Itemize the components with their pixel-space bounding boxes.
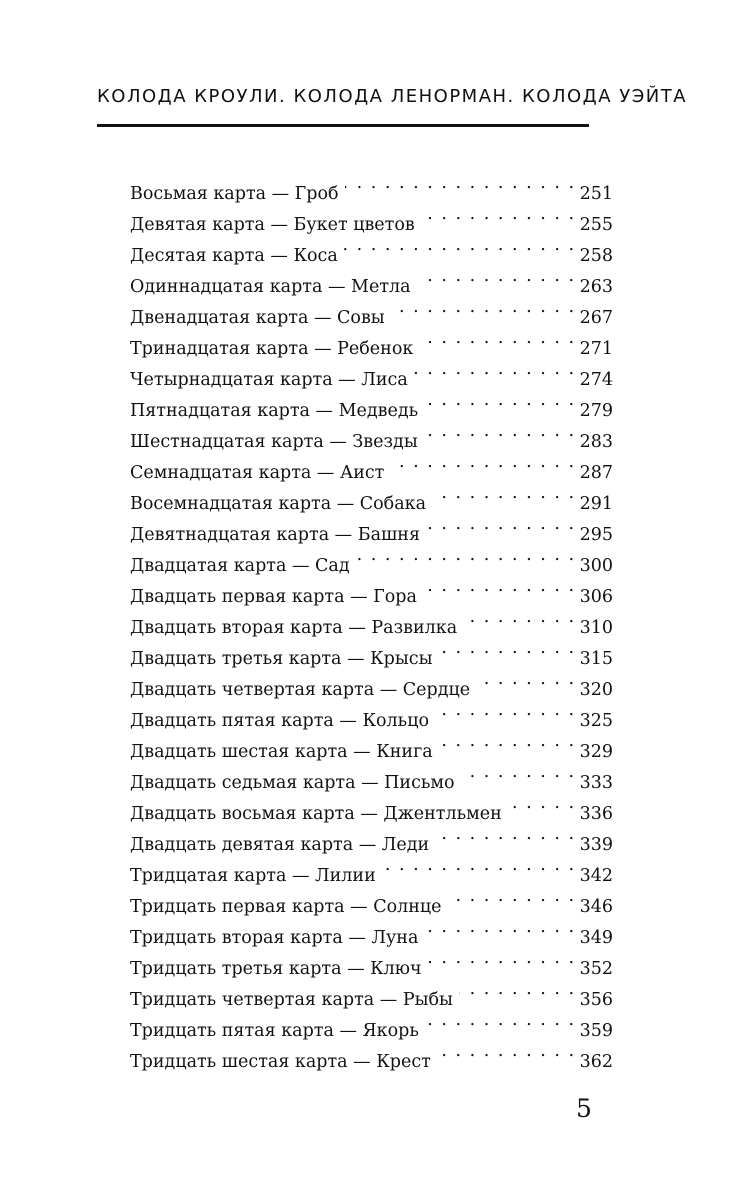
toc-entry-page: 279 — [579, 401, 613, 421]
dot-leader — [425, 1005, 576, 1036]
toc-entry-page: 291 — [579, 494, 613, 514]
toc-entry-page: 359 — [579, 1021, 613, 1041]
dot-leader — [391, 292, 576, 323]
toc-entry-page: 306 — [579, 587, 613, 607]
toc-entry-page: 263 — [579, 277, 613, 297]
toc-entry-title: Тридцать первая карта — Солнце — [130, 897, 442, 917]
toc-entry-title: Десятая карта — Коса — [130, 246, 338, 266]
toc-entry-title: Тридцать вторая карта — Луна — [130, 928, 419, 948]
toc-entry-page: 346 — [579, 897, 613, 917]
toc-entry-title: Двадцать третья карта — Крысы — [130, 649, 433, 669]
toc-entry-page: 300 — [579, 556, 613, 576]
dot-leader — [424, 416, 576, 447]
toc-entry-page: 271 — [579, 339, 613, 359]
toc-entry — [130, 168, 613, 204]
dot-leader — [508, 788, 576, 819]
dot-leader — [426, 509, 576, 540]
dot-leader — [382, 850, 576, 881]
dot-leader — [414, 354, 576, 385]
toc-entry-title: Двадцать первая карта — Гора — [130, 587, 417, 607]
toc-entry-title: Двадцать девятая карта — Леди — [130, 835, 430, 855]
toc-entry-title: Двенадцатая карта — Совы — [130, 308, 385, 328]
toc-entry-page: 336 — [579, 804, 613, 824]
dot-leader — [437, 1036, 576, 1067]
toc-entry-title: Тридцать пятая карта — Якорь — [130, 1021, 419, 1041]
toc-entry-title: Двадцатая карта — Сад — [130, 556, 350, 576]
toc-entry-title: Одиннадцатая карта — Метла — [130, 277, 411, 297]
toc-entry-page: 255 — [579, 215, 613, 235]
toc-entry-page: 333 — [579, 773, 613, 793]
dot-leader — [344, 230, 576, 261]
toc-entry-title: Двадцать четвертая карта — Сердце — [130, 680, 471, 700]
dot-leader — [439, 633, 576, 664]
dot-leader — [448, 881, 576, 912]
toc-entry-title: Двадцать вторая карта — Развилка — [130, 618, 458, 638]
dot-leader — [428, 943, 576, 974]
toc-entry-title: Тринадцатая карта — Ребенок — [130, 339, 414, 359]
toc-entry-page: 310 — [579, 618, 613, 638]
toc-entry-page: 339 — [579, 835, 613, 855]
toc-entry-page: 287 — [579, 463, 613, 483]
toc-entry-page: 320 — [579, 680, 613, 700]
dot-leader — [424, 385, 575, 416]
toc-entry-page: 295 — [579, 525, 613, 545]
dot-leader — [419, 323, 575, 354]
toc-entry-title: Семнадцатая карта — Аист — [130, 463, 385, 483]
running-header: КОЛОДА КРОУЛИ. КОЛОДА ЛЕНОРМАН. КОЛОДА УЭЙТА — [97, 86, 688, 107]
dot-leader — [435, 695, 576, 726]
toc-entry-title: Тридцать третья карта — Ключ — [130, 959, 422, 979]
toc-entry-title: Пятнадцатая карта — Медведь — [130, 401, 419, 421]
toc-entry-title: Девятнадцатая карта — Башня — [130, 525, 421, 545]
toc-entry-title: Шестнадцатая карта — Звезды — [130, 432, 418, 452]
dot-leader — [390, 447, 575, 478]
toc-entry-page: 251 — [579, 184, 613, 204]
dot-leader — [417, 261, 576, 292]
toc-entry-title: Тридцать шестая карта — Крест — [130, 1052, 431, 1072]
toc-entry-title: Восьмая карта — Гроб — [130, 184, 339, 204]
toc-entry-title: Тридцать четвертая карта — Рыбы — [130, 990, 453, 1010]
header-rule — [97, 124, 589, 127]
dot-leader — [461, 757, 576, 788]
toc-entry-page: 356 — [579, 990, 613, 1010]
dot-leader — [424, 912, 575, 943]
toc-entry-page: 274 — [579, 370, 613, 390]
toc-entry-page: 325 — [579, 711, 613, 731]
table-of-contents — [130, 168, 613, 1072]
dot-leader — [439, 726, 576, 757]
toc-entry-page: 329 — [579, 742, 613, 762]
toc-entry-title: Тридцатая карта — Лилии — [130, 866, 376, 886]
toc-entry-title: Двадцать седьмая карта — Письмо — [130, 773, 455, 793]
toc-entry-title: Девятая карта — Букет цветов — [130, 215, 415, 235]
toc-entry-title: Восемнадцатая карта — Собака — [130, 494, 427, 514]
toc-entry-page: 267 — [579, 308, 613, 328]
toc-entry-page: 258 — [579, 246, 613, 266]
dot-leader — [345, 168, 576, 199]
dot-leader — [356, 540, 576, 571]
toc-entry-title: Двадцать восьмая карта — Джентльмен — [130, 804, 502, 824]
toc-entry-page: 349 — [579, 928, 613, 948]
toc-entry-title: Двадцать шестая карта — Книга — [130, 742, 433, 762]
toc-entry-page: 352 — [579, 959, 613, 979]
dot-leader — [423, 571, 576, 602]
toc-entry-page: 362 — [579, 1052, 613, 1072]
toc-entry-title: Двадцать пятая карта — Кольцо — [130, 711, 429, 731]
dot-leader — [463, 602, 575, 633]
toc-entry-page: 342 — [579, 866, 613, 886]
dot-leader — [432, 478, 576, 509]
dot-leader — [459, 974, 576, 1005]
page-number: 5 — [576, 1094, 592, 1123]
toc-entry-page: 283 — [579, 432, 613, 452]
dot-leader — [476, 664, 575, 695]
dot-leader — [435, 819, 575, 850]
toc-entry-title: Четырнадцатая карта — Лиса — [130, 370, 408, 390]
dot-leader — [421, 199, 576, 230]
toc-entry-page: 315 — [579, 649, 613, 669]
